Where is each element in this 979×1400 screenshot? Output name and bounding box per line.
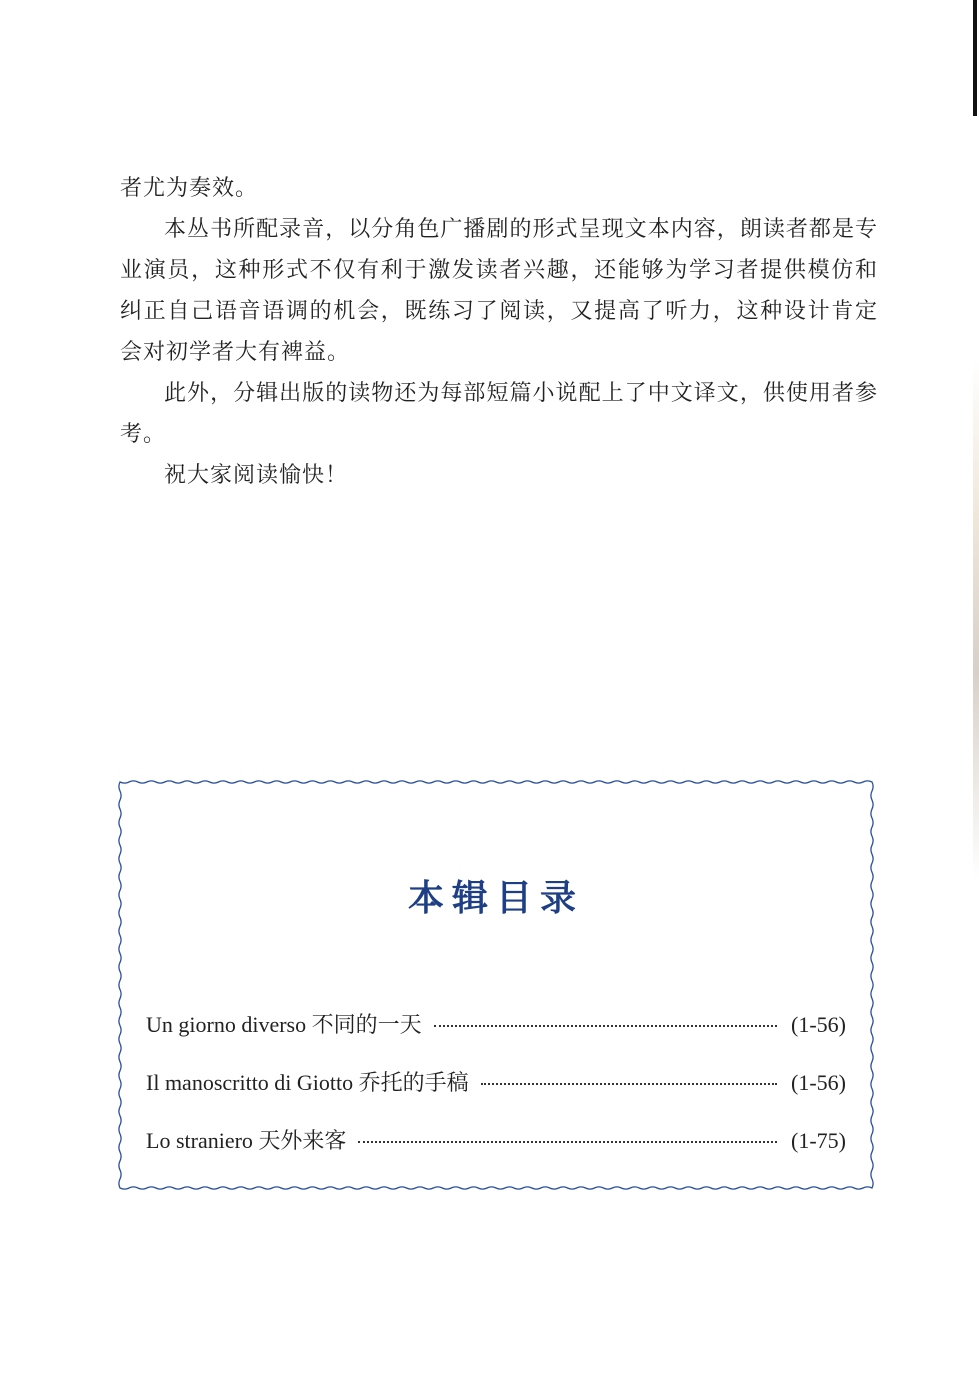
toc-entry-pages: (1-75) [791, 1128, 846, 1153]
toc-entry[interactable] [146, 1008, 846, 1066]
paragraph-translation: 此外，分辑出版的读物还为每部短篇小说配上了中文译文，供使用者参考。 [120, 381, 878, 447]
page-edge-bar [973, 0, 977, 116]
toc-entry[interactable] [146, 1066, 846, 1124]
preface-text [120, 168, 878, 496]
toc-leader-dots [481, 1083, 777, 1085]
paragraph-recording: 本丛书所配录音，以分角色广播剧的形式呈现文本内容，朗读者都是专业演员，这种形式不仅有利于激发读者兴趣，还能够为学习者提供模仿和纠正自己语音语调的机会，既练习了阅读，又提高了听力，这种设计肯定会对初学者大有裨益。 [120, 217, 878, 365]
toc-entry-title: Il manoscritto di Giotto 乔托的手稿 [146, 1070, 469, 1095]
toc-title: 本辑目录 [407, 878, 584, 919]
toc-leader-dots [358, 1141, 777, 1143]
toc-entry-title: Un giorno diverso 不同的一天 [146, 1012, 422, 1037]
toc-entry-pages: (1-56) [791, 1070, 846, 1095]
paragraph-closing: 祝大家阅读愉快！ [164, 463, 349, 488]
toc-leader-dots [434, 1025, 777, 1027]
toc-entry-title: Lo straniero 天外来客 [146, 1128, 347, 1153]
toc-entry[interactable] [146, 1124, 846, 1182]
toc-entry-pages: (1-56) [791, 1012, 846, 1037]
paragraph-continuation: 者尤为奏效。 [120, 176, 259, 201]
page-edge-shade [973, 360, 979, 880]
table-of-contents [116, 778, 876, 1192]
toc-list [146, 1008, 846, 1182]
